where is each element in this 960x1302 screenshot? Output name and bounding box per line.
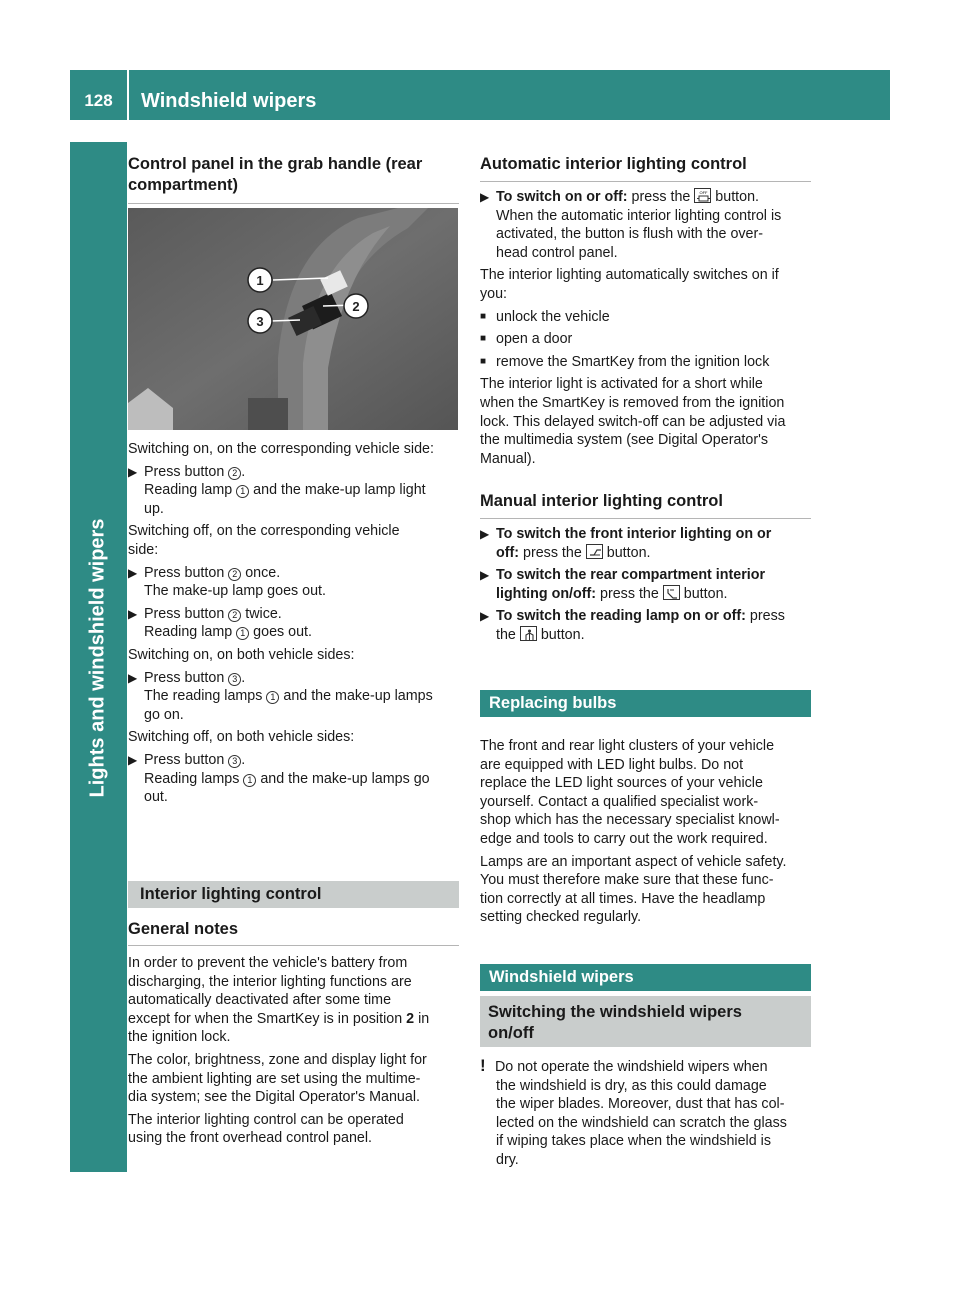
svg-text:1: 1 <box>256 273 264 288</box>
text-line: Lamps are an important aspect of vehicle safety. <box>480 853 787 870</box>
step-item: ▶ To switch the rear compartment interior lighting on/off: press the button. <box>480 567 766 602</box>
text-line: replace the LED light sources of your vehicle <box>480 775 763 792</box>
marker-3: 3 <box>228 673 241 686</box>
marker-2: 2 <box>228 609 241 622</box>
text-line: The interior lighting control can be operated <box>128 1111 404 1128</box>
text-line: except for when the SmartKey is in position 2 in <box>128 1010 430 1027</box>
step-item: ▶ To switch the reading lamp on or off: press the button. <box>480 608 785 643</box>
text-line: Manual). <box>480 450 536 467</box>
bullet-item: ■ remove the SmartKey from the ignition lock <box>480 353 770 370</box>
divider <box>128 203 459 204</box>
section-title-manual-lighting: Manual interior lighting control <box>480 492 723 510</box>
text-line: using the front overhead control panel. <box>128 1130 373 1147</box>
marker-1: 1 <box>243 774 256 787</box>
header-separator <box>127 70 129 120</box>
step-item: ▶ To switch on or off: press the OFF button. When the automatic interior lighting control is activated, the button is flush with the over- head control panel. <box>480 189 782 261</box>
section-banner-interior-lighting: Interior lighting control <box>128 881 459 908</box>
text-line: Switching off, on the corresponding vehicle <box>128 523 400 540</box>
side-tab-label: Lights and windshield wipers <box>86 518 109 798</box>
arrow-icon: ▶ <box>128 606 138 621</box>
text-line: side: <box>128 541 159 558</box>
reading-lamp-icon <box>520 626 537 641</box>
text-line: tion correctly at all times. Have the headlamp <box>480 890 766 907</box>
text-line: Switching on, on both vehicle sides: <box>128 646 355 663</box>
divider <box>128 945 459 946</box>
text-line: you: <box>480 285 508 302</box>
text-line: the ignition lock. <box>128 1029 231 1046</box>
svg-text:3: 3 <box>256 314 264 329</box>
arrow-icon: ▶ <box>480 190 490 204</box>
step-item: ▶ Press button 2 once. The make-up lamp goes out. <box>128 564 326 600</box>
text-line: Switching off, on both vehicle sides: <box>128 729 355 746</box>
divider <box>480 181 811 182</box>
bullet-icon: ■ <box>480 310 487 322</box>
step-item: ▶ To switch the front interior lighting on or off: press the button. <box>480 526 772 561</box>
text-line: dry. <box>496 1151 519 1168</box>
svg-text:OFF: OFF <box>699 190 708 195</box>
text-line: the windshield is dry, as this could damage <box>496 1077 767 1094</box>
bullet-item: ■ unlock the vehicle <box>480 308 610 325</box>
arrow-icon: ▶ <box>480 527 490 541</box>
text-line: discharging, the interior lighting functions are <box>128 973 412 990</box>
text-line: setting checked regularly. <box>480 909 642 926</box>
marker-2: 2 <box>228 467 241 480</box>
text-line: The interior lighting automatically switches on if <box>480 267 779 284</box>
marker-1: 1 <box>266 691 279 704</box>
text-line: lected on the windshield can scratch the glass <box>496 1114 787 1131</box>
text-line: the wiper blades. Moreover, dust that has col- <box>496 1096 785 1113</box>
front-light-icon <box>586 544 603 559</box>
arrow-icon: ▶ <box>128 464 138 479</box>
svg-text:2: 2 <box>352 299 360 314</box>
text-line: the multimedia system (see Digital Operator's <box>480 432 768 449</box>
section-title-general-notes: General notes <box>128 920 239 938</box>
arrow-icon: ▶ <box>128 670 138 685</box>
section-banner-replacing-bulbs: Replacing bulbs <box>480 690 811 717</box>
bullet-icon: ■ <box>480 355 487 367</box>
marker-3: 3 <box>228 755 241 768</box>
section-banner-switching-wipers: Switching the windshield wipers on/off <box>480 996 811 1047</box>
warning-icon: ! <box>480 1056 486 1075</box>
text-line: dia system; see the Digital Operator's Manual. <box>128 1089 420 1106</box>
text-line: yourself. Contact a qualified specialist work- <box>480 793 759 810</box>
text-line: if wiping takes place when the windshield is <box>496 1133 771 1150</box>
text-line: edge and tools to carry out the work required. <box>480 830 768 847</box>
rear-light-icon <box>663 585 680 600</box>
text-line: lock. This delayed switch-off can be adjusted via <box>480 413 786 430</box>
arrow-icon: ▶ <box>480 568 490 583</box>
bullet-item: ■ open a door <box>480 331 573 348</box>
step-item: ▶ Press button 2 . Reading lamp 1 and the make-up lamp light up. <box>128 463 426 517</box>
callout-2 <box>344 294 368 318</box>
marker-2: 2 <box>228 568 241 581</box>
text-line: Switching on, on the corresponding vehicle side: <box>128 441 434 457</box>
text-line: when the SmartKey is removed from the ignition <box>480 394 785 411</box>
step-item: ▶ Press button 3 . The reading lamps 1 and the make-up lamps go on. <box>128 669 433 723</box>
grab-handle-photo <box>128 208 458 430</box>
section-title-auto-lighting: Automatic interior lighting control <box>480 155 747 173</box>
bullet-icon: ■ <box>480 333 487 345</box>
divider <box>480 518 811 519</box>
step-item: ▶ Press button 2 twice. Reading lamp 1 goes out. <box>128 605 312 641</box>
step-item: ▶ Press button 3 . Reading lamps 1 and the make-up lamps go out. <box>128 751 430 806</box>
marker-1: 1 <box>236 627 249 640</box>
section-banner-windshield-wipers: Windshield wipers <box>480 964 811 991</box>
text-line: You must therefore make sure that these func- <box>480 872 774 889</box>
warning-text: ! Do not operate the windshield wipers when <box>480 1056 768 1075</box>
text-line: The color, brightness, zone and display light for <box>128 1051 427 1068</box>
arrow-icon: ▶ <box>128 752 138 767</box>
page-title: Windshield wipers <box>141 90 317 112</box>
arrow-icon: ▶ <box>480 609 490 624</box>
callout-1 <box>248 268 272 292</box>
text-line: are equipped with LED light bulbs. Do not <box>480 756 744 773</box>
arrow-icon: ▶ <box>128 565 138 580</box>
text-line: automatically deactivated after some time <box>128 992 392 1009</box>
text-line: shop which has the necessary specialist knowl- <box>480 812 780 829</box>
marker-1: 1 <box>236 485 249 498</box>
text-line: The interior light is activated for a short while <box>480 376 763 393</box>
callout-3 <box>248 309 272 333</box>
text-line: The front and rear light clusters of your vehicle <box>480 738 775 754</box>
text-line: the ambient lighting are set using the multime- <box>128 1070 421 1087</box>
text-line: In order to prevent the vehicle's battery from <box>128 955 408 971</box>
section-title-grab-handle: Control panel in the grab handle (rear compartment) <box>128 155 423 194</box>
auto-light-icon <box>694 188 711 203</box>
page-number: 128 <box>70 70 127 120</box>
